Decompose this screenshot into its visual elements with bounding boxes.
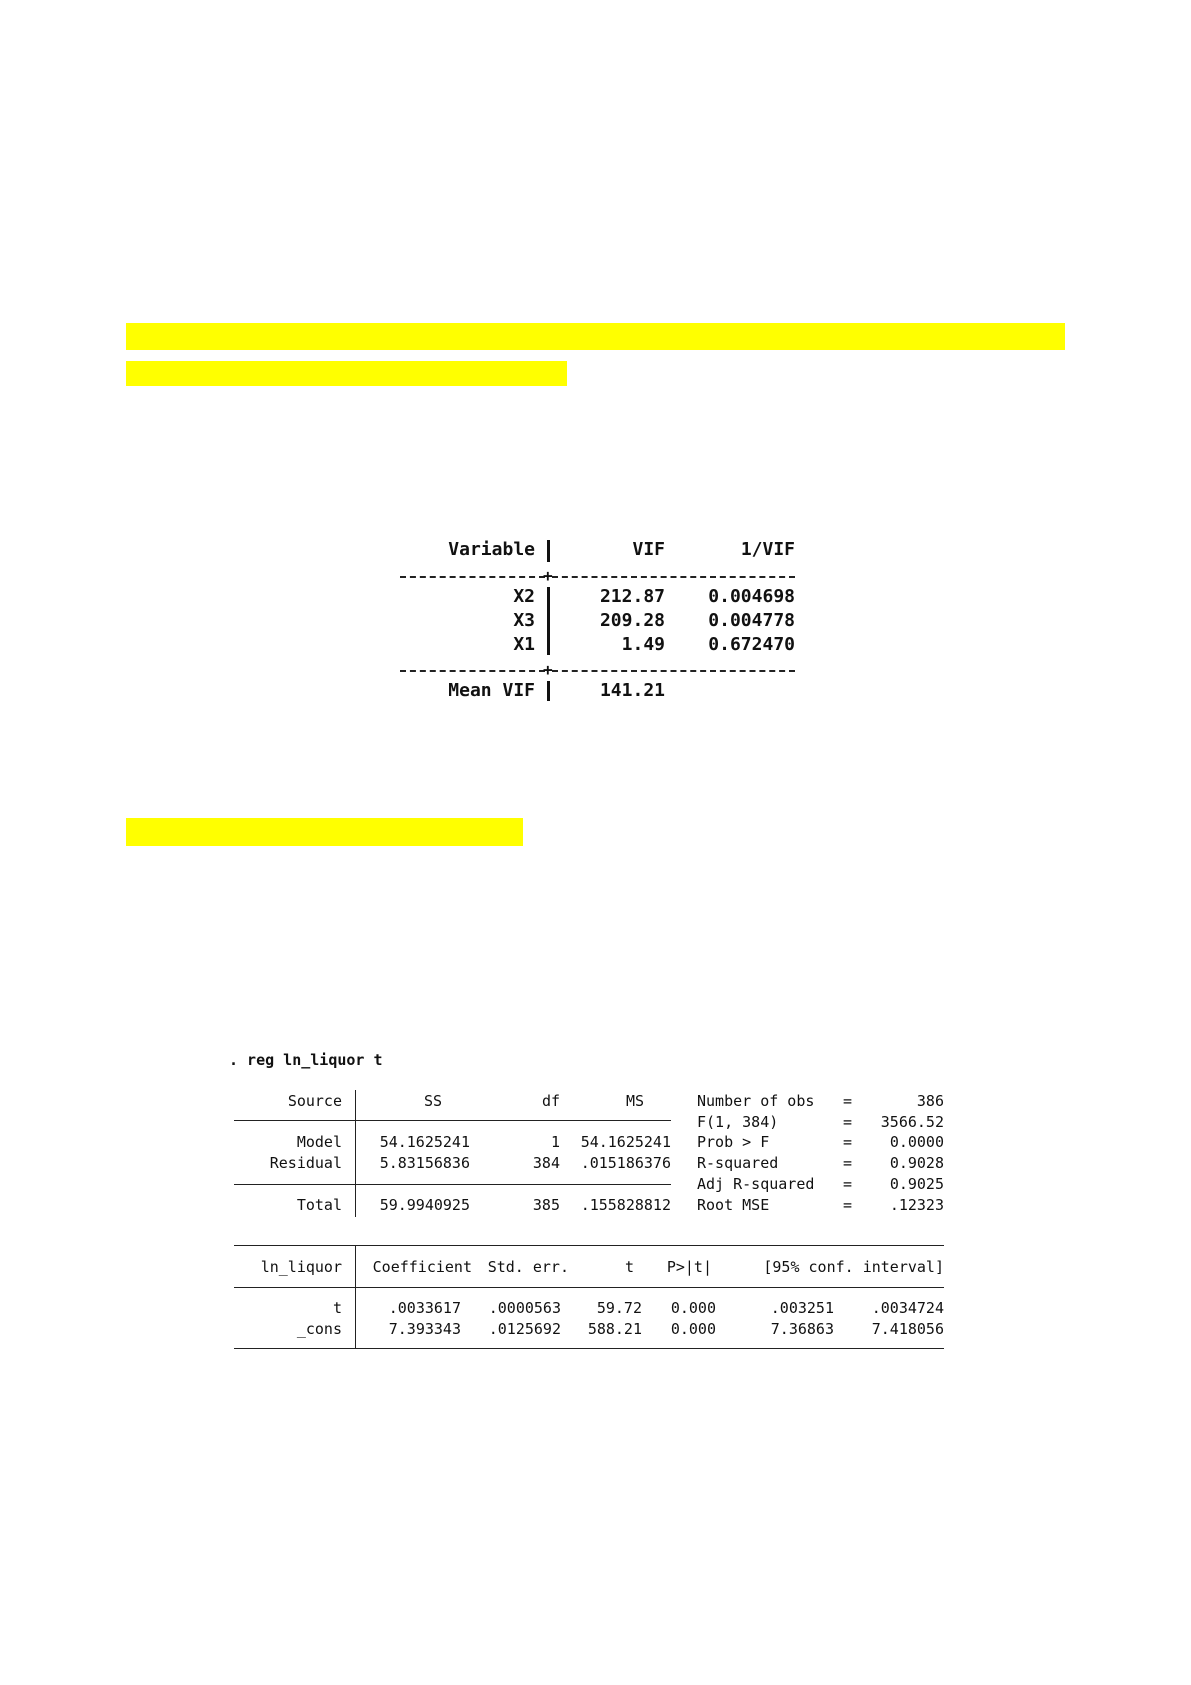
vif-bar xyxy=(547,681,550,701)
vif-header-inv: 1/VIF xyxy=(740,539,795,560)
stat-eq: = xyxy=(843,1175,853,1193)
stat-value: 3566.52 xyxy=(880,1113,944,1131)
coef-rule-bottom xyxy=(234,1348,944,1349)
anova-header-ms: MS xyxy=(625,1092,644,1110)
anova-header-ss: SS xyxy=(423,1092,442,1110)
highlight-bar-1 xyxy=(126,323,1065,350)
vif-header-variable: Variable xyxy=(448,539,535,560)
highlight-bar-2 xyxy=(126,361,567,386)
coef-divider xyxy=(355,1245,356,1348)
stat-value: .12323 xyxy=(889,1196,944,1214)
vif-row-variable: X3 xyxy=(513,610,535,631)
coef-header-coef: Coefficient xyxy=(372,1258,472,1276)
vif-row-inv: 0.672470 xyxy=(708,634,795,655)
anova-row-df: 385 xyxy=(532,1196,560,1214)
coef-row-se: .0125692 xyxy=(488,1320,561,1338)
vif-row-vif: 1.49 xyxy=(621,634,665,655)
coef-row-var: _cons xyxy=(296,1320,342,1338)
vif-row-inv: 0.004778 xyxy=(708,610,795,631)
vif-mean-label: Mean VIF xyxy=(448,680,535,701)
coef-row-hi: 7.418056 xyxy=(871,1320,944,1338)
stat-label: Adj R-squared xyxy=(697,1175,815,1193)
anova-row-ss: 5.83156836 xyxy=(379,1154,470,1172)
vif-separator-left xyxy=(400,576,545,578)
coef-rule xyxy=(234,1287,944,1288)
anova-row-source: Residual xyxy=(269,1154,342,1172)
coef-row-se: .0000563 xyxy=(488,1299,561,1317)
coef-row-p: 0.000 xyxy=(670,1299,716,1317)
coef-row-p: 0.000 xyxy=(670,1320,716,1338)
coef-header-ci: [95% conf. interval] xyxy=(763,1258,944,1276)
stat-eq: = xyxy=(843,1092,853,1110)
anova-row-ss: 54.1625241 xyxy=(379,1133,470,1151)
stat-label: F(1, 384) xyxy=(697,1113,779,1131)
coef-row-t: 59.72 xyxy=(596,1299,642,1317)
vif-bar xyxy=(547,587,550,655)
anova-row-ms: 54.1625241 xyxy=(580,1133,671,1151)
coef-rule-top xyxy=(234,1245,944,1246)
stat-label: Prob > F xyxy=(697,1133,770,1151)
anova-row-df: 384 xyxy=(532,1154,560,1172)
stat-value: 0.9028 xyxy=(889,1154,944,1172)
anova-rule xyxy=(234,1184,671,1185)
coef-row-var: t xyxy=(332,1299,342,1317)
vif-row-variable: X2 xyxy=(513,586,535,607)
highlight-bar-3 xyxy=(126,818,523,846)
stat-label: Number of obs xyxy=(697,1092,815,1110)
coef-header-p: P>|t| xyxy=(666,1258,712,1276)
anova-row-ms: .015186376 xyxy=(580,1154,671,1172)
stat-value: 386 xyxy=(916,1092,944,1110)
vif-mean-value: 141.21 xyxy=(599,680,665,701)
vif-row-variable: X1 xyxy=(513,634,535,655)
anova-row-ms: .155828812 xyxy=(580,1196,671,1214)
coef-row-hi: .0034724 xyxy=(871,1299,944,1317)
stat-eq: = xyxy=(843,1113,853,1131)
vif-separator-left xyxy=(400,670,545,672)
coef-row-lo: 7.36863 xyxy=(770,1320,834,1338)
anova-row-source: Total xyxy=(296,1196,342,1214)
stat-eq: = xyxy=(843,1154,853,1172)
stat-label: R-squared xyxy=(697,1154,779,1172)
coef-row-lo: .003251 xyxy=(770,1299,834,1317)
anova-rule xyxy=(234,1120,671,1121)
vif-row-vif: 209.28 xyxy=(599,610,665,631)
vif-separator-right xyxy=(552,576,795,578)
coef-row-coef: 7.393343 xyxy=(388,1320,461,1338)
coef-header-dep: ln_liquor xyxy=(260,1258,342,1276)
stat-label: Root MSE xyxy=(697,1196,770,1214)
vif-separator-plus: + xyxy=(543,660,553,679)
anova-header-df: df xyxy=(541,1092,560,1110)
vif-row-inv: 0.004698 xyxy=(708,586,795,607)
vif-row-vif: 212.87 xyxy=(599,586,665,607)
stat-value: 0.9025 xyxy=(889,1175,944,1193)
vif-separator-plus: + xyxy=(543,566,553,585)
stat-value: 0.0000 xyxy=(889,1133,944,1151)
coef-row-t: 588.21 xyxy=(587,1320,642,1338)
coef-row-coef: .0033617 xyxy=(388,1299,461,1317)
vif-bar xyxy=(547,540,550,562)
coef-header-t: t xyxy=(624,1258,634,1276)
anova-row-ss: 59.9940925 xyxy=(379,1196,470,1214)
anova-row-df: 1 xyxy=(550,1133,560,1151)
anova-header-source: Source xyxy=(287,1092,342,1110)
vif-separator-right xyxy=(552,670,795,672)
anova-divider xyxy=(355,1090,356,1217)
coef-header-se: Std. err. xyxy=(487,1258,569,1276)
vif-header-vif: VIF xyxy=(632,539,665,560)
stata-command: . reg ln_liquor t xyxy=(229,1051,383,1069)
stat-eq: = xyxy=(843,1196,853,1214)
anova-row-source: Model xyxy=(296,1133,342,1151)
stat-eq: = xyxy=(843,1133,853,1151)
